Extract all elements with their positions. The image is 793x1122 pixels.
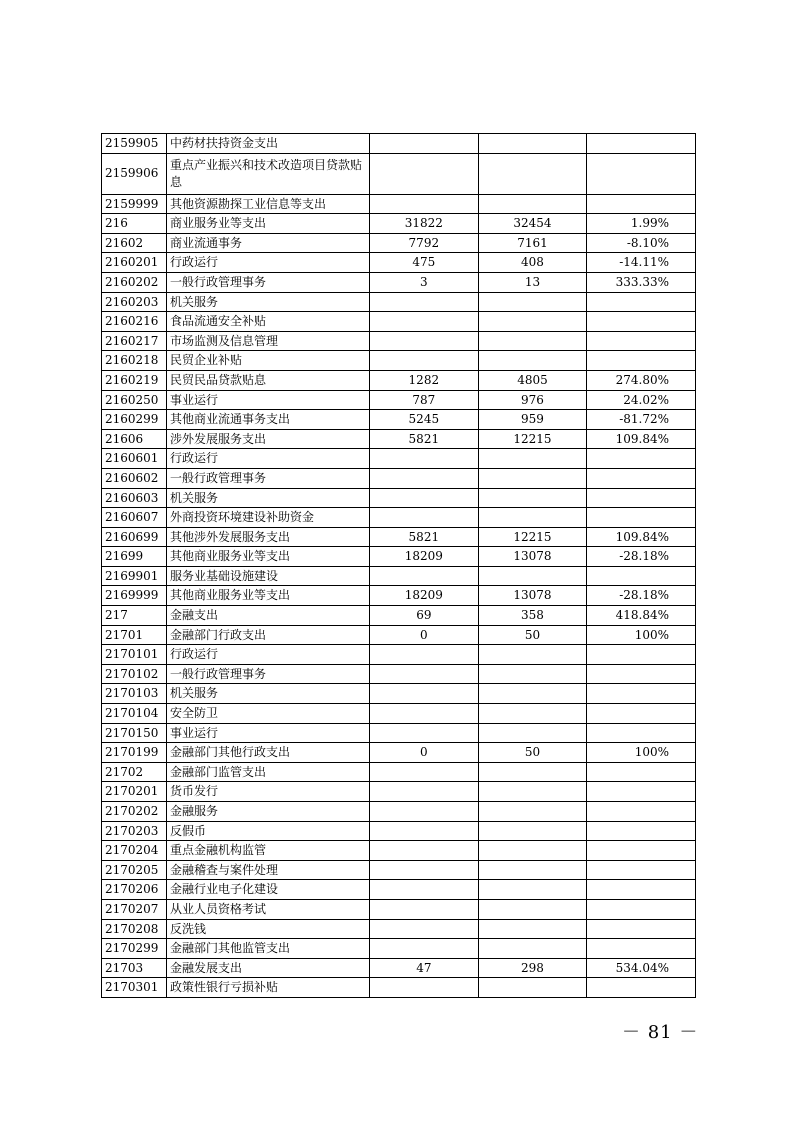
row-code-cell: 21602: [102, 233, 167, 253]
table-row: [102, 370, 696, 390]
row-value-curr-cell: [478, 782, 587, 802]
row-change-pct-cell: -28.18%: [587, 586, 696, 606]
row-value-prev-cell: 5821: [370, 527, 479, 547]
row-change-pct-cell: [587, 684, 696, 704]
row-change-pct-cell: [587, 468, 696, 488]
table-row: [102, 704, 696, 724]
row-value-prev-cell: 47: [370, 958, 479, 978]
table-row: [102, 331, 696, 351]
row-name-cell: 民贸企业补贴: [167, 351, 370, 371]
row-value-prev-cell: [370, 841, 479, 861]
row-change-pct-cell: [587, 782, 696, 802]
row-value-curr-cell: 50: [478, 625, 587, 645]
row-name-cell: 涉外发展服务支出: [167, 429, 370, 449]
row-value-prev-cell: [370, 723, 479, 743]
row-value-prev-cell: [370, 153, 479, 194]
row-value-prev-cell: 475: [370, 253, 479, 273]
row-value-prev-cell: [370, 312, 479, 332]
row-change-pct-cell: [587, 645, 696, 665]
row-code-cell: 2159999: [102, 194, 167, 214]
page-number: － 81 －: [622, 1022, 699, 1043]
table-row: [102, 253, 696, 273]
row-name-cell: 一般行政管理事务: [167, 468, 370, 488]
row-name-cell: 金融部门监管支出: [167, 762, 370, 782]
row-value-curr-cell: [478, 351, 587, 371]
row-change-pct-cell: [587, 704, 696, 724]
row-name-cell: 行政运行: [167, 449, 370, 469]
row-value-curr-cell: 12215: [478, 527, 587, 547]
row-change-pct-cell: 109.84%: [587, 429, 696, 449]
row-value-prev-cell: [370, 899, 479, 919]
row-change-pct-cell: -8.10%: [587, 233, 696, 253]
table-row: [102, 292, 696, 312]
row-change-pct-cell: [587, 664, 696, 684]
row-name-cell: 金融部门行政支出: [167, 625, 370, 645]
table-row: [102, 153, 696, 194]
row-value-prev-cell: 1282: [370, 370, 479, 390]
table-row: [102, 684, 696, 704]
table-row: [102, 625, 696, 645]
table-row: [102, 527, 696, 547]
row-change-pct-cell: [587, 802, 696, 822]
budget-table: [101, 133, 696, 998]
row-name-cell: 事业运行: [167, 723, 370, 743]
table-row: [102, 410, 696, 430]
row-value-curr-cell: [478, 978, 587, 998]
row-value-curr-cell: [478, 704, 587, 724]
row-value-prev-cell: 787: [370, 390, 479, 410]
row-value-curr-cell: 13: [478, 272, 587, 292]
row-name-cell: 其他资源勘探工业信息等支出: [167, 194, 370, 214]
row-change-pct-cell: [587, 899, 696, 919]
row-value-curr-cell: 50: [478, 743, 587, 763]
row-value-curr-cell: 13078: [478, 586, 587, 606]
row-code-cell: 2170104: [102, 704, 167, 724]
table-row: [102, 194, 696, 214]
row-value-curr-cell: [478, 841, 587, 861]
row-change-pct-cell: [587, 508, 696, 528]
table-row: [102, 134, 696, 154]
row-value-curr-cell: [478, 899, 587, 919]
row-code-cell: 2170101: [102, 645, 167, 665]
row-value-curr-cell: [478, 331, 587, 351]
row-value-curr-cell: [478, 684, 587, 704]
row-code-cell: 21703: [102, 958, 167, 978]
row-code-cell: 2170199: [102, 743, 167, 763]
table-row: [102, 723, 696, 743]
row-name-cell: 民贸民品贷款贴息: [167, 370, 370, 390]
row-change-pct-cell: -28.18%: [587, 547, 696, 567]
row-name-cell: 机关服务: [167, 684, 370, 704]
row-value-prev-cell: [370, 704, 479, 724]
row-value-prev-cell: [370, 880, 479, 900]
row-value-curr-cell: 358: [478, 606, 587, 626]
row-change-pct-cell: [587, 919, 696, 939]
row-value-prev-cell: [370, 664, 479, 684]
row-code-cell: 2160203: [102, 292, 167, 312]
row-value-prev-cell: [370, 134, 479, 154]
row-change-pct-cell: [587, 331, 696, 351]
row-change-pct-cell: 109.84%: [587, 527, 696, 547]
row-value-prev-cell: [370, 978, 479, 998]
row-change-pct-cell: [587, 292, 696, 312]
row-code-cell: 2160202: [102, 272, 167, 292]
row-code-cell: 2170204: [102, 841, 167, 861]
table-row: [102, 958, 696, 978]
row-code-cell: 2170299: [102, 939, 167, 959]
row-value-curr-cell: [478, 292, 587, 312]
table-row: [102, 978, 696, 998]
row-name-cell: 重点产业振兴和技术改造项目贷款贴息: [167, 153, 370, 194]
row-name-cell: 行政运行: [167, 253, 370, 273]
row-value-curr-cell: [478, 880, 587, 900]
row-name-cell: 食品流通安全补贴: [167, 312, 370, 332]
row-change-pct-cell: [587, 880, 696, 900]
row-name-cell: 商业流通事务: [167, 233, 370, 253]
row-name-cell: 行政运行: [167, 645, 370, 665]
row-code-cell: 2170103: [102, 684, 167, 704]
table-row: [102, 899, 696, 919]
row-name-cell: 金融服务: [167, 802, 370, 822]
row-code-cell: 2160201: [102, 253, 167, 273]
row-name-cell: 金融行业电子化建设: [167, 880, 370, 900]
row-code-cell: 21606: [102, 429, 167, 449]
row-code-cell: 2160299: [102, 410, 167, 430]
row-code-cell: 2160250: [102, 390, 167, 410]
row-code-cell: 2160602: [102, 468, 167, 488]
row-code-cell: 2170205: [102, 860, 167, 880]
row-value-prev-cell: 18209: [370, 547, 479, 567]
row-code-cell: 2159905: [102, 134, 167, 154]
row-value-curr-cell: 976: [478, 390, 587, 410]
row-value-curr-cell: [478, 488, 587, 508]
row-code-cell: 2160219: [102, 370, 167, 390]
row-value-curr-cell: [478, 919, 587, 939]
row-name-cell: 机关服务: [167, 292, 370, 312]
budget-table-body: [102, 134, 696, 998]
row-value-prev-cell: [370, 449, 479, 469]
row-code-cell: 2170208: [102, 919, 167, 939]
row-value-curr-cell: [478, 802, 587, 822]
table-row: [102, 743, 696, 763]
row-value-curr-cell: [478, 449, 587, 469]
row-code-cell: 2160217: [102, 331, 167, 351]
row-value-prev-cell: 18209: [370, 586, 479, 606]
row-value-prev-cell: [370, 351, 479, 371]
row-name-cell: 金融支出: [167, 606, 370, 626]
row-change-pct-cell: -81.72%: [587, 410, 696, 430]
row-name-cell: 事业运行: [167, 390, 370, 410]
row-value-curr-cell: [478, 762, 587, 782]
row-code-cell: 2169901: [102, 566, 167, 586]
row-name-cell: 金融发展支出: [167, 958, 370, 978]
row-name-cell: 其他商业服务业等支出: [167, 586, 370, 606]
table-row: [102, 547, 696, 567]
row-name-cell: 其他商业服务业等支出: [167, 547, 370, 567]
row-change-pct-cell: 274.80%: [587, 370, 696, 390]
row-name-cell: 中药材扶持资金支出: [167, 134, 370, 154]
table-row: [102, 468, 696, 488]
row-code-cell: 216: [102, 214, 167, 234]
row-value-curr-cell: 12215: [478, 429, 587, 449]
row-code-cell: 2170301: [102, 978, 167, 998]
row-value-prev-cell: [370, 488, 479, 508]
table-row: [102, 488, 696, 508]
row-code-cell: 2160603: [102, 488, 167, 508]
table-row: [102, 586, 696, 606]
row-change-pct-cell: [587, 939, 696, 959]
table-row: [102, 939, 696, 959]
row-value-prev-cell: [370, 684, 479, 704]
row-code-cell: 21699: [102, 547, 167, 567]
table-row: [102, 821, 696, 841]
row-value-prev-cell: 0: [370, 625, 479, 645]
row-change-pct-cell: [587, 449, 696, 469]
row-code-cell: 2160216: [102, 312, 167, 332]
row-change-pct-cell: [587, 194, 696, 214]
row-value-prev-cell: [370, 194, 479, 214]
row-value-prev-cell: 3: [370, 272, 479, 292]
row-code-cell: 217: [102, 606, 167, 626]
row-value-prev-cell: [370, 782, 479, 802]
table-row: [102, 802, 696, 822]
row-name-cell: 货币发行: [167, 782, 370, 802]
row-value-prev-cell: [370, 939, 479, 959]
row-value-prev-cell: 5821: [370, 429, 479, 449]
row-change-pct-cell: [587, 841, 696, 861]
table-row: [102, 351, 696, 371]
row-name-cell: 外商投资环境建设补助资金: [167, 508, 370, 528]
row-value-curr-cell: 4805: [478, 370, 587, 390]
row-value-prev-cell: [370, 919, 479, 939]
table-row: [102, 508, 696, 528]
row-code-cell: 2170206: [102, 880, 167, 900]
row-code-cell: 2160607: [102, 508, 167, 528]
row-value-prev-cell: [370, 821, 479, 841]
row-change-pct-cell: -14.11%: [587, 253, 696, 273]
row-code-cell: 2159906: [102, 153, 167, 194]
row-name-cell: 一般行政管理事务: [167, 272, 370, 292]
row-value-prev-cell: 5245: [370, 410, 479, 430]
row-change-pct-cell: 333.33%: [587, 272, 696, 292]
table-row: [102, 880, 696, 900]
row-code-cell: 2170150: [102, 723, 167, 743]
row-name-cell: 市场监测及信息管理: [167, 331, 370, 351]
row-value-curr-cell: [478, 468, 587, 488]
row-change-pct-cell: 100%: [587, 743, 696, 763]
row-change-pct-cell: [587, 312, 696, 332]
table-row: [102, 233, 696, 253]
row-name-cell: 其他商业流通事务支出: [167, 410, 370, 430]
table-row: [102, 782, 696, 802]
row-value-curr-cell: [478, 134, 587, 154]
row-change-pct-cell: 24.02%: [587, 390, 696, 410]
row-value-prev-cell: 31822: [370, 214, 479, 234]
row-code-cell: 2170203: [102, 821, 167, 841]
table-row: [102, 449, 696, 469]
row-value-curr-cell: [478, 153, 587, 194]
row-value-curr-cell: 7161: [478, 233, 587, 253]
row-value-prev-cell: [370, 860, 479, 880]
row-name-cell: 服务业基础设施建设: [167, 566, 370, 586]
row-value-curr-cell: 298: [478, 958, 587, 978]
row-code-cell: 2170207: [102, 899, 167, 919]
table-row: [102, 645, 696, 665]
row-name-cell: 从业人员资格考试: [167, 899, 370, 919]
row-code-cell: 2160699: [102, 527, 167, 547]
row-code-cell: 2170202: [102, 802, 167, 822]
row-value-curr-cell: 13078: [478, 547, 587, 567]
table-row: [102, 214, 696, 234]
row-change-pct-cell: [587, 821, 696, 841]
row-name-cell: 金融部门其他监管支出: [167, 939, 370, 959]
row-change-pct-cell: [587, 488, 696, 508]
row-change-pct-cell: [587, 134, 696, 154]
row-change-pct-cell: 418.84%: [587, 606, 696, 626]
row-value-curr-cell: [478, 194, 587, 214]
row-change-pct-cell: [587, 566, 696, 586]
table-row: [102, 272, 696, 292]
table-row: [102, 860, 696, 880]
row-name-cell: 金融稽查与案件处理: [167, 860, 370, 880]
table-row: [102, 390, 696, 410]
row-value-curr-cell: [478, 645, 587, 665]
table-row: [102, 919, 696, 939]
row-name-cell: 政策性银行亏损补贴: [167, 978, 370, 998]
row-value-prev-cell: [370, 802, 479, 822]
row-value-curr-cell: [478, 664, 587, 684]
row-value-curr-cell: [478, 566, 587, 586]
row-value-curr-cell: 408: [478, 253, 587, 273]
table-row: [102, 312, 696, 332]
row-change-pct-cell: 534.04%: [587, 958, 696, 978]
row-value-prev-cell: [370, 292, 479, 312]
row-code-cell: 2160218: [102, 351, 167, 371]
row-value-curr-cell: [478, 939, 587, 959]
row-value-curr-cell: 959: [478, 410, 587, 430]
row-value-prev-cell: [370, 331, 479, 351]
row-value-prev-cell: [370, 645, 479, 665]
row-name-cell: 商业服务业等支出: [167, 214, 370, 234]
row-code-cell: 2170201: [102, 782, 167, 802]
row-change-pct-cell: [587, 723, 696, 743]
row-change-pct-cell: [587, 762, 696, 782]
row-value-curr-cell: 32454: [478, 214, 587, 234]
row-value-prev-cell: [370, 508, 479, 528]
row-name-cell: 重点金融机构监管: [167, 841, 370, 861]
row-value-prev-cell: 0: [370, 743, 479, 763]
row-code-cell: 2169999: [102, 586, 167, 606]
row-change-pct-cell: [587, 351, 696, 371]
row-name-cell: 其他涉外发展服务支出: [167, 527, 370, 547]
row-value-curr-cell: [478, 312, 587, 332]
row-change-pct-cell: [587, 153, 696, 194]
row-name-cell: 安全防卫: [167, 704, 370, 724]
row-name-cell: 反洗钱: [167, 919, 370, 939]
row-name-cell: 一般行政管理事务: [167, 664, 370, 684]
row-value-curr-cell: [478, 821, 587, 841]
row-value-curr-cell: [478, 508, 587, 528]
row-code-cell: 2170102: [102, 664, 167, 684]
row-value-curr-cell: [478, 860, 587, 880]
row-change-pct-cell: [587, 978, 696, 998]
row-value-prev-cell: [370, 762, 479, 782]
table-row: [102, 664, 696, 684]
row-code-cell: 21701: [102, 625, 167, 645]
row-name-cell: 金融部门其他行政支出: [167, 743, 370, 763]
row-code-cell: 21702: [102, 762, 167, 782]
row-value-prev-cell: 7792: [370, 233, 479, 253]
table-row: [102, 606, 696, 626]
row-change-pct-cell: 1.99%: [587, 214, 696, 234]
row-value-prev-cell: 69: [370, 606, 479, 626]
row-code-cell: 2160601: [102, 449, 167, 469]
row-change-pct-cell: 100%: [587, 625, 696, 645]
row-name-cell: 反假币: [167, 821, 370, 841]
row-name-cell: 机关服务: [167, 488, 370, 508]
table-row: [102, 762, 696, 782]
table-row: [102, 566, 696, 586]
table-row: [102, 841, 696, 861]
row-value-curr-cell: [478, 723, 587, 743]
row-value-prev-cell: [370, 468, 479, 488]
row-change-pct-cell: [587, 860, 696, 880]
row-value-prev-cell: [370, 566, 479, 586]
table-row: [102, 429, 696, 449]
